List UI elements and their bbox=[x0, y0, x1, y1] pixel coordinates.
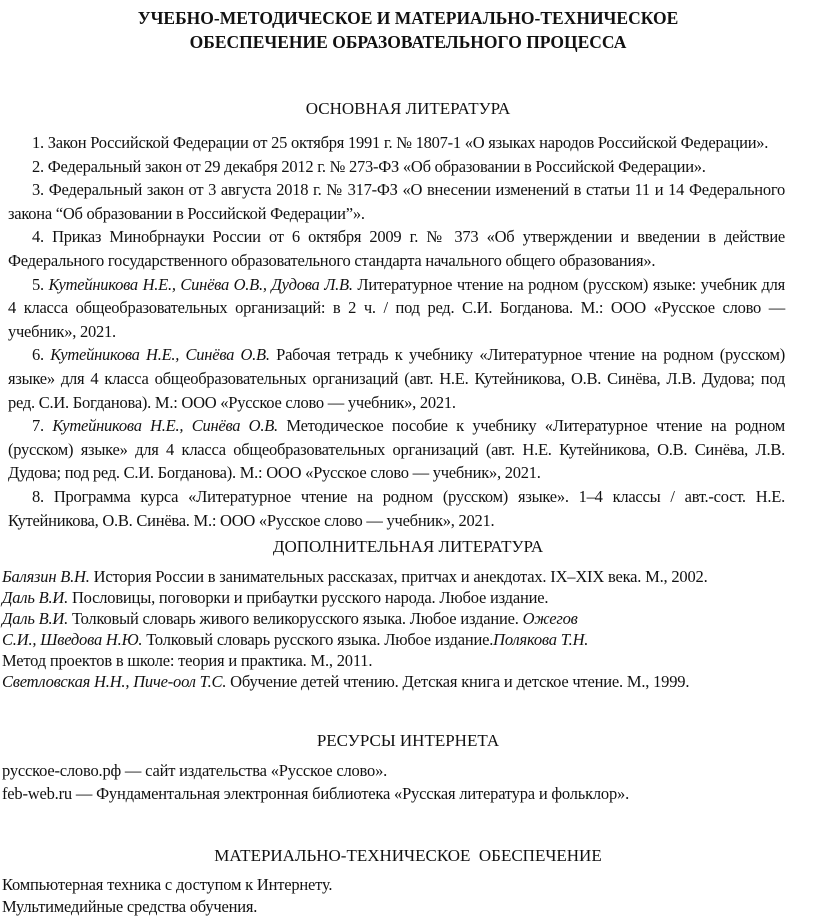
list-item bbox=[2, 566, 708, 587]
item-text: История России в занимательных рассказах, притчах и анекдотах. IX–XIX века. М., 2002. bbox=[89, 567, 708, 586]
item-author: Кутейникова Н.Е., Синёва О.В., Дудова Л.В. bbox=[48, 274, 353, 294]
item-author: Даль В.И. bbox=[2, 609, 69, 628]
internet-resources-list bbox=[2, 759, 629, 805]
section-heading-internet: РЕСУРСЫ ИНТЕРНЕТА bbox=[316, 731, 500, 750]
section-heading-main: ОСНОВНАЯ ЛИТЕРАТУРА bbox=[305, 99, 511, 118]
list-item bbox=[2, 629, 708, 650]
item-author: С.И., Шведова Н.Ю. bbox=[2, 630, 143, 649]
list-item bbox=[8, 414, 785, 485]
item-number: 8. bbox=[32, 486, 44, 506]
list-item bbox=[8, 178, 785, 225]
document-title bbox=[0, 6, 816, 54]
item-text: Программа курса «Литературное чтение на родном (русском) языке». 1–4 классы / авт.-сост. Н.Е. Кутейникова, О.В. Синёва. М.: ООО «Русское слово — учебник», 2021. bbox=[8, 486, 785, 530]
item-number: 4. bbox=[32, 227, 44, 247]
resource-link[interactable]: feb-web.ru — Фундаментальная электронная библиотека «Русская литература и фольклор». bbox=[2, 784, 629, 803]
section-heading-equipment: МАТЕРИАЛЬНО-ТЕХНИЧЕСКОЕ ОБЕСПЕЧЕНИЕ bbox=[214, 846, 602, 865]
main-literature-list bbox=[8, 131, 785, 532]
item-text: Литературное чтение на родном (русском) языке: учебник для 4 класса общеобразовательных организаций: в 2 ч. / под ред. С.И. Богданова. М.: ООО «Русское слово — учебник», 2021. bbox=[8, 274, 786, 341]
item-text: Закон Российской Федерации от 25 октября 1991 г. № 1807-1 «О языках народов Российской Федерации». bbox=[47, 133, 769, 152]
item-author: Светловская Н.Н., Пиче-оол Т.С. bbox=[2, 672, 227, 691]
item-text: Толковый словарь живого великорусского языка. Любое издание. bbox=[68, 609, 523, 628]
list-item bbox=[2, 587, 708, 608]
item-number: 7. bbox=[32, 416, 44, 436]
item-author: Даль В.И. bbox=[2, 588, 69, 607]
item-number: 1. bbox=[32, 133, 44, 152]
item-text: Пословицы, поговорки и прибаутки русского народа. Любое издание. bbox=[68, 588, 549, 607]
item-text: Приказ Минобрнауки России от 6 октября 2009 г. № 373 «Об утверждении и введении в действие Федерального государственного образовательного стандарта начального общего образования». bbox=[8, 227, 785, 270]
equipment-list bbox=[2, 874, 332, 918]
section-heading-additional: ДОПОЛНИТЕЛЬНАЯ ЛИТЕРАТУРА bbox=[272, 537, 544, 556]
item-author: Кутейникова Н.Е., Синёва О.В. bbox=[52, 416, 278, 436]
title-line-1: УЧЕБНО-МЕТОДИЧЕСКОЕ И МАТЕРИАЛЬНО-ТЕХНИЧЕСКОЕ bbox=[137, 8, 679, 28]
item-author: Полякова Т.Н. bbox=[493, 630, 589, 649]
item-text: Толковый словарь русского языка. Любое издание. bbox=[142, 630, 494, 649]
item-author: Балязин В.Н. bbox=[2, 567, 90, 586]
list-item bbox=[8, 273, 785, 344]
list-item bbox=[8, 343, 785, 414]
item-text: Методическое пособие к учебнику «Литературное чтение на родном (русском) языке» для 4 класса общеобразовательных организаций (авт. Н.Е. Кутейникова, О.В. Синёва, Л.В. Дудова; под ред. С.И. Богданова). М.: ООО «Русское слово — учебник», 2021. bbox=[8, 416, 785, 483]
resource-link[interactable]: русское-слово.рф — сайт издательства «Русское слово». bbox=[2, 761, 388, 780]
item-number: 3. bbox=[32, 180, 44, 200]
list-item: Компьютерная техника с доступом к Интернету. bbox=[2, 875, 333, 894]
additional-literature-list bbox=[2, 566, 708, 692]
list-item bbox=[8, 131, 785, 155]
list-item bbox=[8, 155, 785, 179]
item-text: Федеральный закон от 3 августа 2018 г. № 317-ФЗ «О внесении изменений в статьи 11 и 14 Федерального закона “Об образовании в Российской Федерации”». bbox=[8, 180, 785, 223]
item-author: Ожегов bbox=[522, 609, 578, 628]
list-item bbox=[8, 225, 785, 272]
list-item bbox=[8, 485, 785, 532]
item-number: 5. bbox=[32, 274, 44, 294]
list-item bbox=[2, 608, 708, 629]
item-text: Рабочая тетрадь к учебнику «Литературное чтение на родном (русском) языке» для 4 класса общеобразовательных организаций (авт. Н.Е. Кутейникова, О.В. Синёва, Л.В. Дудова; под ред. С.И. Богданова). М.: ООО «Русское слово — учебник», 2021. bbox=[8, 345, 785, 412]
item-number: 6. bbox=[32, 345, 44, 365]
item-text: Обучение детей чтению. Детская книга и детское чтение. М., 1999. bbox=[226, 672, 690, 691]
list-item: Мультимедийные средства обучения. bbox=[2, 897, 258, 916]
item-author: Кутейникова Н.Е., Синёва О.В. bbox=[50, 345, 270, 365]
item-text: Федеральный закон от 29 декабря 2012 г. № 273-ФЗ «Об образовании в Российской Федерации». bbox=[47, 156, 706, 176]
list-item bbox=[2, 671, 708, 692]
item-text: Метод проектов в школе: теория и практика. М., 2011. bbox=[2, 651, 373, 670]
title-line-2: ОБЕСПЕЧЕНИЕ ОБРАЗОВАТЕЛЬНОГО ПРОЦЕССА bbox=[189, 32, 627, 52]
item-number: 2. bbox=[32, 156, 44, 176]
list-item bbox=[2, 650, 708, 671]
